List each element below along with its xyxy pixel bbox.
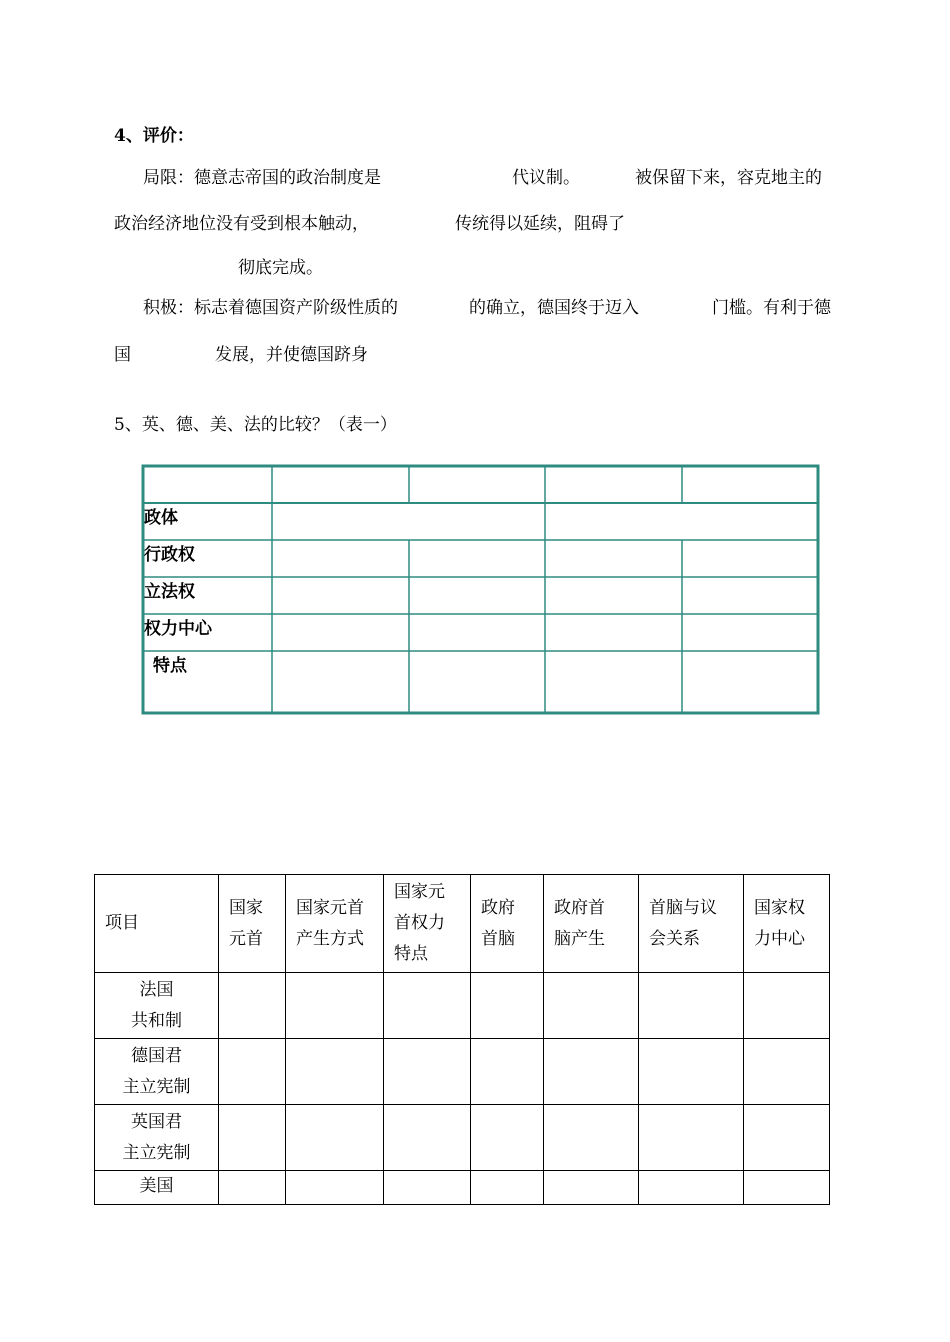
table2-cell [286,1171,384,1205]
table2-header-cell: 首脑与议 会关系 [639,875,744,973]
table2-cell [471,1171,544,1205]
table2-header-cell: 国家元首 产生方式 [286,875,384,973]
table2-cell [286,973,384,1039]
table2-cell [639,1039,744,1105]
table2-cell [744,1105,830,1171]
table2-cell [471,973,544,1039]
table2-row [95,1105,830,1171]
section4-line2b: 传统得以延续，阻碍了 [455,214,625,234]
section4-line4b: 的确立，德国终于迈入 [469,298,639,318]
section4-line4a: 积极：标志着德国资产阶级性质的 [143,298,398,318]
table2-row-label: 英国君 主立宪制 [95,1105,219,1171]
table2-row [95,1039,830,1105]
section4-line5b: 发展，并使德国跻身 [215,345,368,365]
section4-line1c: 被保留下来，容克地主的 [635,168,822,188]
table2-cell [471,1039,544,1105]
table2-header-cell: 国家权 力中心 [744,875,830,973]
table1-row-label: 立法权 [144,582,195,602]
table2-cell [286,1039,384,1105]
section4-line1b: 代议制。 [512,168,580,188]
table2-cell [744,1039,830,1105]
table2-cell [471,1105,544,1171]
table2-cell [744,1171,830,1205]
table2-cell [544,1039,639,1105]
section4-line2a: 政治经济地位没有受到根本触动， [114,214,369,234]
table2-cell [639,1105,744,1171]
section4-line1a: 局限：德意志帝国的政治制度是 [143,168,381,188]
section4-heading: 4、评价： [114,126,194,146]
table2-cell [639,1171,744,1205]
table1-outer-border [143,466,818,713]
section4-line4c: 门槛。有利于德 [712,298,831,318]
table2-header-cell: 政府首 脑产生 [544,875,639,973]
table1-row-label: 特点 [153,656,187,676]
section4-line3: 彻底完成。 [238,258,323,278]
table2-cell [744,973,830,1039]
table2-cell [384,1171,471,1205]
table2-row [95,1171,830,1205]
table2-header-cell: 项目 [95,875,219,973]
table2-row-label: 美国 [95,1171,219,1205]
table2-row-label: 德国君 主立宪制 [95,1039,219,1105]
table2-cell [219,1039,286,1105]
section5-heading: 5、英、德、美、法的比较？（表一） [114,415,397,435]
section4-line5a: 国 [114,345,131,365]
table2-cell [219,1105,286,1171]
table2-cell [219,973,286,1039]
table2-header-cell: 政府 首脑 [471,875,544,973]
comparison-table-2 [94,874,830,1205]
table2-row-label: 法国 共和制 [95,973,219,1039]
table2-cell [219,1171,286,1205]
table2-cell [286,1105,384,1171]
table2-cell [544,1171,639,1205]
table2-cell [384,1039,471,1105]
table2-cell [639,973,744,1039]
table2-cell [384,1105,471,1171]
table1-row-label: 政体 [144,508,178,528]
table1-row-label: 权力中心 [144,619,212,639]
table1-row-label: 行政权 [144,545,195,565]
table2-cell [544,1105,639,1171]
table2-cell [384,973,471,1039]
table2-header-row [95,875,830,973]
table2-header-cell: 国家元 首权力 特点 [384,875,471,973]
table2-header-cell: 国家 元首 [219,875,286,973]
table2-row [95,973,830,1039]
table1-grid [143,466,818,713]
table2-cell [544,973,639,1039]
